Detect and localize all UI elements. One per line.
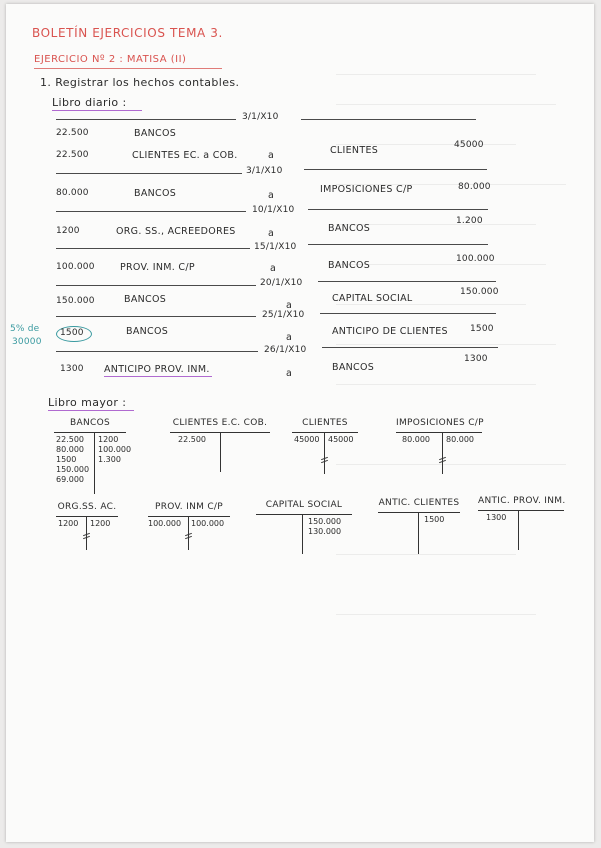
margin-note-line-1: 5% de	[10, 324, 40, 334]
credit-account: CLIENTES	[330, 145, 379, 156]
a-connector: a	[268, 190, 275, 201]
exercise-title: EJERCICIO Nº 2 : MATISA (II)	[34, 54, 187, 65]
credit-amount: 1300	[464, 354, 488, 364]
debit-account: BANCOS	[134, 188, 177, 199]
a-connector: a	[270, 263, 277, 274]
credit-amount: 1.200	[456, 216, 483, 226]
debit-account: BANCOS	[126, 326, 169, 337]
entry-date: 25/1/X10	[262, 310, 305, 320]
credit-amount: 45000	[454, 140, 484, 150]
credit-amount: 150.000	[460, 287, 499, 297]
exercise-underline	[34, 68, 222, 69]
debit-account: ANTICIPO PROV. INM.	[104, 364, 210, 375]
debit-account: BANCOS	[134, 128, 177, 139]
libro-diario-heading: Libro diario :	[52, 96, 127, 109]
margin-note-line-2: 30000	[12, 337, 42, 347]
account-underline	[104, 376, 212, 377]
t-account-clientes-ec-cob: CLIENTES E.C. COB. 22.500	[170, 418, 270, 478]
credit-account: BANCOS	[328, 223, 371, 234]
debit-account: ORG. SS., ACREEDORES	[116, 226, 236, 237]
entry-date: 26/1/X10	[264, 345, 307, 355]
entry-date: 3/1/X10	[246, 166, 283, 176]
t-account-imposiciones-cp: IMPOSICIONES C/P 80.000 80.000	[396, 418, 482, 478]
entry-date: 20/1/X10	[260, 278, 303, 288]
task-heading: 1. Registrar los hechos contables.	[40, 76, 240, 89]
libro-diario-underline	[52, 110, 142, 111]
a-connector: a	[268, 228, 275, 239]
entry-date: 10/1/X10	[252, 205, 295, 215]
debit-account: CLIENTES EC. a COB.	[132, 150, 238, 161]
t-account-antic-prov-inm: ANTIC. PROV. INM. 1300	[478, 496, 564, 552]
t-account-antic-clientes: ANTIC. CLIENTES 1500	[378, 498, 460, 556]
debit-account: BANCOS	[124, 294, 167, 305]
credit-account: CAPITAL SOCIAL	[332, 293, 413, 304]
credit-account: IMPOSICIONES C/P	[320, 184, 413, 195]
t-account-bancos: BANCOS 22.500 80.000 1500 150.000 69.000 1200 100.000 1.300	[54, 418, 126, 498]
a-connector: a	[286, 300, 293, 311]
credit-account: BANCOS	[328, 260, 371, 271]
debit-amount: 22.500	[56, 150, 89, 160]
debit-amount: 80.000	[56, 188, 89, 198]
page-title: BOLETÍN EJERCICIOS TEMA 3.	[32, 26, 223, 40]
entry-date: 15/1/X10	[254, 242, 297, 252]
t-account-capital-social: CAPITAL SOCIAL 150.000 130.000	[256, 500, 352, 556]
debit-amount: 22.500	[56, 128, 89, 138]
t-account-prov-inm-cp: PROV. INM C/P 100.000 100.000	[148, 502, 230, 552]
credit-account: ANTICIPO DE CLIENTES	[332, 326, 448, 337]
a-connector: a	[268, 150, 275, 161]
t-account-clientes: CLIENTES 45000 45000	[292, 418, 358, 478]
debit-amount: 1300	[60, 364, 84, 374]
t-account-org-ss-ac: ORG.SS. AC. 1200 1200	[56, 502, 118, 552]
libro-mayor-underline	[48, 410, 134, 411]
debit-account: PROV. INM. C/P	[120, 262, 195, 273]
debit-amount: 100.000	[56, 262, 95, 272]
debit-amount: 1200	[56, 226, 80, 236]
credit-amount: 1500	[470, 324, 494, 334]
credit-amount: 100.000	[456, 254, 495, 264]
notebook-page	[6, 4, 594, 842]
credit-account: BANCOS	[332, 362, 375, 373]
debit-amount: 1500	[60, 328, 84, 338]
debit-amount: 150.000	[56, 296, 95, 306]
entry-date: 3/1/X10	[242, 112, 279, 122]
a-connector: a	[286, 332, 293, 343]
libro-mayor-heading: Libro mayor :	[48, 396, 127, 409]
credit-amount: 80.000	[458, 182, 491, 192]
a-connector: a	[286, 368, 293, 379]
